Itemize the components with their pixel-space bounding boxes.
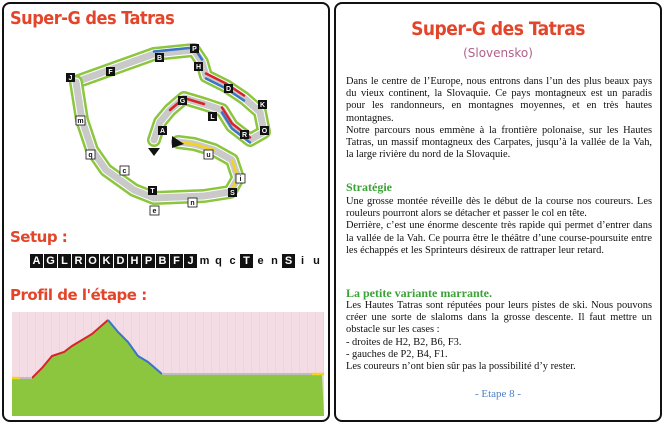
setup-tile: e — [254, 254, 267, 268]
strategy-heading: Stratégie — [346, 180, 392, 194]
svg-text:O: O — [261, 128, 268, 135]
description-panel — [334, 2, 662, 422]
setup-tile: K — [100, 254, 113, 268]
setup-tile: S — [282, 254, 295, 268]
intro-paragraph-2: Notre parcours nous emmène à la frontière polonaise, sur les Hautes Tatras, un massif montagneux des Carpates, jusqu’à la vallée de la Vah, la large rivière du nord de la Slovaquie. — [346, 124, 652, 161]
svg-text:u: u — [206, 152, 211, 159]
variant-paragraph-1: Les Hautes Tatras sont réputées pour leurs pistes de ski. Nous pouvons créer une sorte de slaloms dans la grosse descente. Il faut mettre un obstacle sur les cases : — [346, 300, 652, 336]
track-marker — [224, 84, 233, 93]
track-marker — [258, 100, 267, 109]
track-marker — [260, 126, 269, 135]
setup-tile: O — [86, 254, 99, 268]
track-marker — [194, 62, 203, 71]
track-marker — [155, 53, 164, 62]
setup-tile: A — [30, 254, 43, 268]
track-marker — [158, 126, 167, 135]
setup-tile: L — [58, 254, 71, 268]
profile-label: Profil de l'étape : — [10, 286, 147, 304]
setup-label: Setup : — [10, 228, 68, 246]
track-marker — [86, 150, 95, 159]
track-title: Super-G des Tatras — [10, 8, 175, 29]
setup-tile: B — [156, 254, 169, 268]
track-marker — [228, 188, 237, 197]
stage-profile — [12, 312, 324, 416]
track-marker — [240, 130, 249, 139]
svg-text:i: i — [239, 176, 242, 183]
svg-text:K: K — [259, 102, 266, 109]
svg-text:q: q — [88, 152, 93, 159]
setup-tile: J — [184, 254, 197, 268]
setup-tile: u — [310, 254, 323, 268]
track-marker — [148, 186, 157, 195]
stage-title: Super-G des Tatras — [411, 18, 585, 40]
setup-tile: n — [268, 254, 281, 268]
setup-tile: H — [128, 254, 141, 268]
variant-line-right: - droites de H2, B2, B6, F3. — [346, 336, 462, 348]
setup-tile: F — [170, 254, 183, 268]
variant-paragraph-2: Les coureurs n’ont bien sûr pas la possibilité d’y rester. — [346, 361, 576, 373]
svg-text:m: m — [77, 118, 84, 125]
track-marker — [76, 116, 85, 125]
strategy-text — [346, 196, 652, 257]
variant-line-left: - gauches de P2, B4, F1. — [346, 348, 448, 360]
svg-text:H: H — [195, 64, 202, 71]
svg-text:D: D — [225, 86, 232, 93]
svg-text:S: S — [230, 190, 235, 197]
setup-tile: i — [296, 254, 309, 268]
setup-sequence — [30, 254, 323, 268]
setup-tile: P — [142, 254, 155, 268]
track-marker — [204, 150, 213, 159]
stage-country: (Slovensko) — [463, 46, 533, 60]
setup-tile: m — [199, 255, 210, 267]
variant-text — [346, 300, 652, 373]
track-marker — [120, 166, 129, 175]
track-marker — [150, 206, 159, 215]
track-map — [54, 40, 284, 220]
variant-heading: La petite variante marrante. — [346, 286, 492, 300]
setup-tile: c — [226, 254, 239, 268]
strategy-paragraph-2: Derrière, c’est une énorme descente très rapide qui permet d’entrer dans la vallée de la Vah. Ce pourra être le théâtre d’une course-poursuite entre les échappés et les Sprinteurs désireux de rattraper leur retard. — [346, 220, 652, 256]
intro-text — [346, 76, 652, 161]
strategy-paragraph-1: Une grosse montée réveille dès le début de la course nos coureurs. Les rouleurs pourront alors se détacher et passer le col en tête. — [346, 196, 652, 220]
svg-text:n: n — [190, 200, 195, 207]
svg-text:R: R — [241, 132, 248, 139]
track-marker — [188, 198, 197, 207]
setup-tile: G — [44, 254, 57, 268]
setup-tile: q — [212, 254, 225, 268]
track-panel — [2, 2, 330, 422]
track-marker — [178, 96, 187, 105]
svg-text:F: F — [108, 69, 113, 76]
setup-tile: R — [72, 254, 85, 268]
svg-text:A: A — [159, 128, 166, 135]
svg-text:L: L — [210, 114, 215, 121]
track-marker — [236, 174, 245, 183]
svg-text:c: c — [122, 168, 127, 175]
track-marker — [66, 73, 75, 82]
svg-text:T: T — [150, 188, 155, 195]
stage-number: - Etape 8 - — [474, 388, 522, 400]
svg-text:G: G — [179, 98, 186, 105]
track-marker — [208, 112, 217, 121]
track-marker — [106, 67, 115, 76]
svg-text:e: e — [152, 208, 157, 215]
setup-tile: D — [114, 254, 127, 268]
svg-text:J: J — [68, 75, 73, 82]
svg-text:P: P — [192, 46, 197, 53]
setup-tile: T — [240, 254, 253, 268]
svg-text:B: B — [156, 55, 163, 62]
intro-paragraph-1: Dans le centre de l’Europe, nous entrons dans l’un des plus beaux pays du vieux continent, la Slovaquie. Ce pays montagneux est un paradis pour les randonneurs, en montagnes moyennes, et en très hautes montagnes. — [346, 76, 652, 124]
track-marker — [190, 44, 199, 53]
